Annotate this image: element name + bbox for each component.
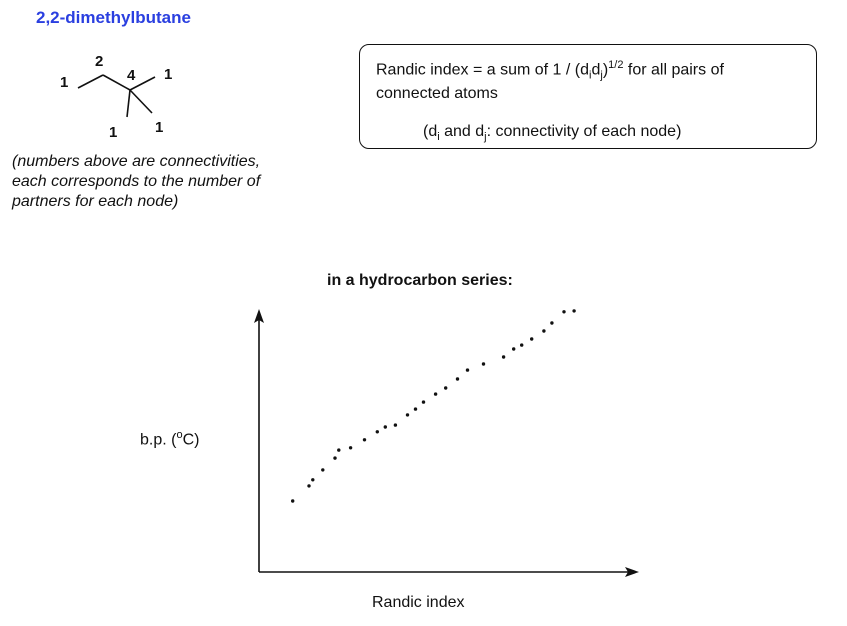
data-point: [422, 400, 425, 403]
subscript-j: j: [484, 131, 487, 144]
y-axis-label: [140, 429, 199, 449]
connectivity-label: 4: [127, 67, 136, 84]
subscript-j: j: [600, 69, 603, 82]
molecule-title: 2,2-dimethylbutane: [36, 8, 191, 27]
formula-text: d: [591, 61, 601, 79]
data-point: [307, 484, 310, 487]
data-point: [512, 347, 515, 350]
connectivity-label: 1: [60, 74, 69, 91]
y-axis-label-text: b.p. (: [140, 431, 177, 449]
chart-title: in a hydrocarbon series:: [327, 272, 513, 289]
formula-line-2: connected atoms: [376, 85, 498, 102]
data-point: [394, 423, 397, 426]
data-point: [550, 321, 553, 324]
subscript-i: i: [437, 131, 440, 144]
data-points: [291, 309, 576, 503]
x-axis-label: Randic index: [372, 594, 465, 611]
formula-text: Randic index = a sum of 1 / (d: [376, 61, 589, 79]
formula-text: for all pairs of: [623, 61, 724, 79]
formula-text: ): [602, 61, 609, 79]
data-point: [434, 392, 437, 395]
data-point: [333, 456, 336, 459]
connectivity-note: (numbers above are connectivities, each corresponds to the number of partners for each node): [12, 153, 261, 210]
data-point: [520, 343, 523, 346]
formula-text: (d: [423, 123, 438, 140]
data-point: [542, 329, 545, 332]
y-axis-label-unit: C): [182, 431, 200, 449]
formula-text: and d: [439, 123, 485, 140]
exponent: 1/2: [608, 59, 624, 71]
data-point: [311, 478, 314, 481]
connectivity-label: 1: [155, 119, 164, 136]
connectivity-label: 1: [164, 66, 173, 83]
data-point: [562, 310, 565, 313]
data-point: [444, 386, 447, 389]
data-point: [456, 377, 459, 380]
data-point: [406, 413, 409, 416]
subscript-i: i: [589, 69, 592, 82]
connectivity-label: 2: [95, 53, 104, 70]
degree-symbol: o: [176, 429, 183, 441]
data-point: [572, 309, 575, 312]
data-point: [376, 430, 379, 433]
data-point: [530, 337, 533, 340]
data-point: [482, 362, 485, 365]
data-point: [349, 446, 352, 449]
data-point: [384, 425, 387, 428]
data-point: [337, 448, 340, 451]
data-point: [321, 468, 324, 471]
data-point: [363, 438, 366, 441]
data-point: [291, 499, 294, 502]
data-point: [466, 368, 469, 371]
data-point: [502, 355, 505, 358]
data-point: [414, 407, 417, 410]
connectivity-label: 1: [109, 124, 118, 141]
formula-text: : connectivity of each node): [486, 123, 682, 140]
